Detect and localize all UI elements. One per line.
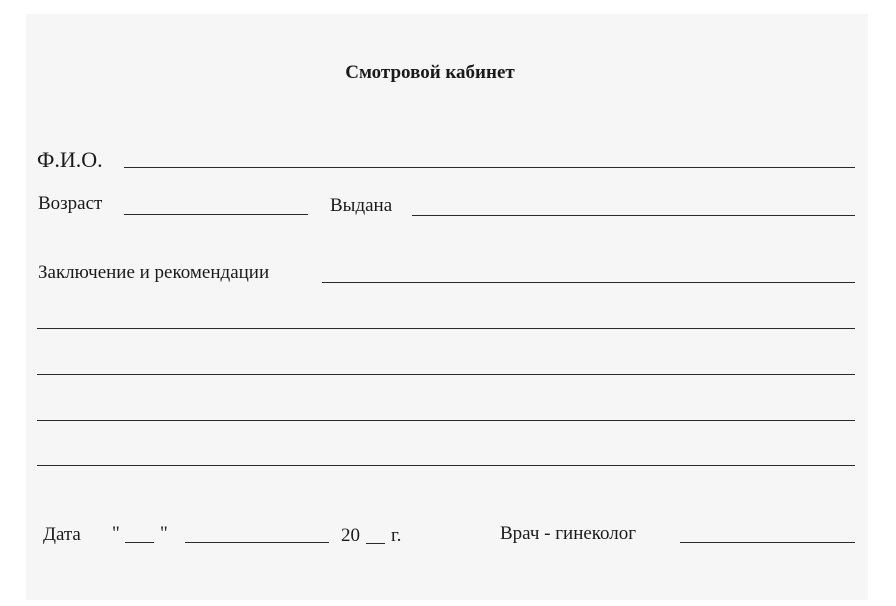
age-label: Возраст	[38, 193, 103, 214]
conclusion-label: Заключение и рекомендации	[38, 262, 270, 283]
fio-field-line[interactable]	[124, 167, 855, 168]
form-sheet	[26, 14, 868, 600]
year-prefix: 20	[341, 525, 360, 546]
issued-field-line[interactable]	[412, 215, 855, 216]
form-title: Смотровой кабинет	[345, 62, 515, 83]
conclusion-continuation-line[interactable]	[37, 420, 855, 421]
conclusion-continuation-line[interactable]	[37, 465, 855, 466]
date-day-quote-close: "	[160, 523, 168, 544]
date-year-line[interactable]	[366, 543, 385, 544]
date-label: Дата	[43, 524, 81, 545]
conclusion-continuation-line[interactable]	[37, 374, 855, 375]
issued-label: Выдана	[330, 195, 393, 216]
fio-label: Ф.И.О.	[37, 147, 103, 172]
date-month-line[interactable]	[185, 542, 329, 543]
doctor-label: Врач - гинеколог	[500, 523, 637, 544]
doctor-signature-line[interactable]	[680, 542, 855, 543]
conclusion-field-line[interactable]	[322, 282, 855, 283]
date-day-line[interactable]	[125, 542, 154, 543]
date-day-quote-open: "	[112, 523, 120, 544]
age-field-line[interactable]	[124, 214, 308, 215]
year-suffix: г.	[391, 525, 402, 546]
conclusion-continuation-line[interactable]	[37, 328, 855, 329]
